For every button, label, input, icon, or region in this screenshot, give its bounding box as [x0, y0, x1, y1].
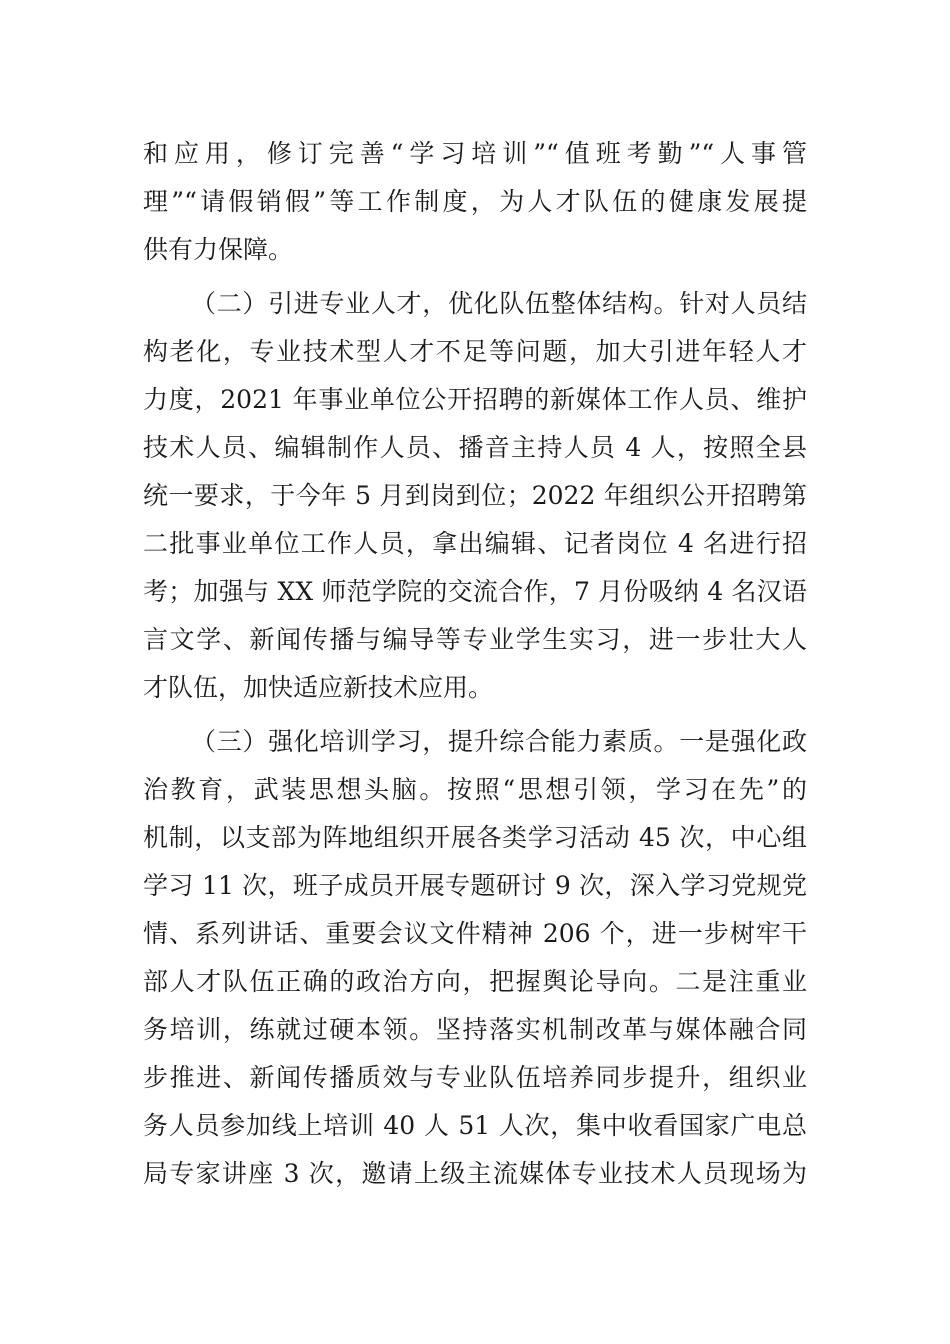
section-heading-line: （二）引进专业人才，优化队伍整体结构。针对人员结	[191, 289, 807, 318]
text-line: 务人员参加线上培训 40 人 51 人次，集中收看国家广电总	[143, 1111, 807, 1140]
text-line: 机制，以支部为阵地组织开展各类学习活动 45 次，中心组	[143, 823, 807, 852]
text-line: 统一要求，于今年 5 月到岗到位；2022 年组织公开招聘第	[143, 481, 807, 510]
text-line: 力度，2021 年事业单位公开招聘的新媒体工作人员、维护	[143, 385, 807, 414]
text-line: 务培训，练就过硬本领。坚持落实机制改革与媒体融合同	[143, 1015, 807, 1044]
section-heading-line: （三）强化培训学习，提升综合能力素质。一是强化政	[191, 727, 807, 756]
text-line: 构老化，专业技术型人才不足等问题，加大引进年轻人才	[143, 337, 807, 366]
text-line: 情、系列讲话、重要会议文件精神 206 个，进一步树牢干	[143, 919, 807, 948]
text-line: 部人才队伍正确的政治方向，把握舆论导向。二是注重业	[143, 967, 807, 996]
text-line: 治教育，武装思想头脑。按照“思想引领，学习在先”的	[143, 775, 807, 804]
text-line: 学习 11 次，班子成员开展专题研讨 9 次，深入学习党规党	[143, 871, 807, 900]
text-line: 步推进、新闻传播质效与专业队伍培养同步提升，组织业	[143, 1063, 807, 1092]
text-line: 才队伍，加快适应新技术应用。	[143, 673, 494, 702]
text-line: 理”“请假销假”等工作制度，为人才队伍的健康发展提	[143, 187, 807, 216]
text-line: 二批事业单位工作人员，拿出编辑、记者岗位 4 名进行招	[143, 529, 807, 558]
text-line: 技术人员、编辑制作人员、播音主持人员 4 人，按照全县	[143, 433, 807, 462]
text-line: 和应用，修订完善“学习培训”“值班考勤”“人事管	[143, 139, 807, 168]
text-line: 考；加强与 XX 师范学院的交流合作，7 月份吸纳 4 名汉语	[143, 577, 807, 606]
text-line: 言文学、新闻传播与编导等专业学生实习，进一步壮大人	[143, 625, 807, 654]
text-line: 供有力保障。	[143, 235, 294, 264]
text-line: 局专家讲座 3 次，邀请上级主流媒体专业技术人员现场为	[143, 1159, 807, 1188]
